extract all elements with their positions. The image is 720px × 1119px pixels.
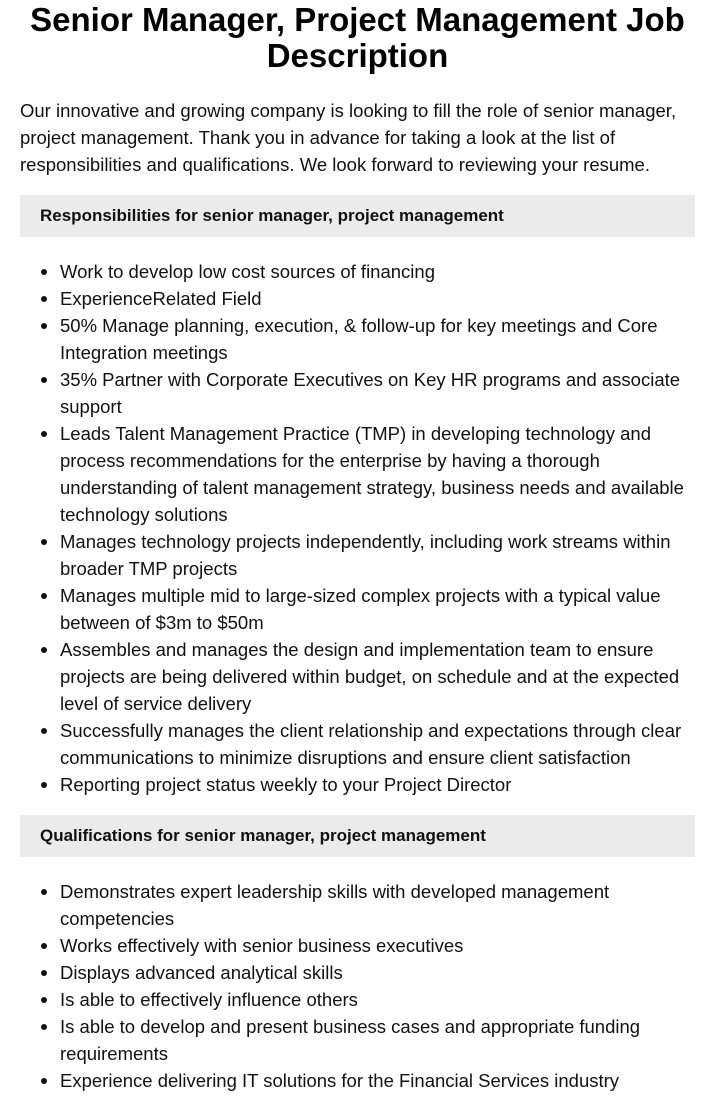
qualifications-heading: Qualifications for senior manager, project management (20, 815, 695, 857)
list-item: Displays advanced analytical skills (60, 959, 695, 986)
list-item: Is able to develop and present business cases and appropriate funding requirements (60, 1013, 695, 1067)
responsibilities-list (20, 258, 695, 798)
list-item: Successfully manages the client relationship and expectations through clear communications to minimize disruptions and ensure client satisfaction (60, 717, 695, 771)
list-item: 35% Partner with Corporate Executives on Key HR programs and associate support (60, 366, 695, 420)
intro-paragraph: Our innovative and growing company is looking to fill the role of senior manager, project management. Thank you in advance for taking a look at the list of responsibilities and qualifications. We look forward to reviewing your resume. (20, 100, 677, 175)
list-item: Assembles and manages the design and implementation team to ensure projects are being delivered within budget, on schedule and at the expected level of service delivery (60, 636, 695, 717)
list-item: Reporting project status weekly to your Project Director (60, 771, 695, 798)
page-title: Senior Manager, Project Management Job Description (30, 1, 685, 74)
list-item: Manages technology projects independently, including work streams within broader TMP projects (60, 528, 695, 582)
list-item: Is able to effectively influence others (60, 986, 695, 1013)
list-item: Experience delivering IT solutions for the Financial Services industry (60, 1067, 695, 1094)
qualifications-list (20, 878, 695, 1094)
responsibilities-heading: Responsibilities for senior manager, project management (20, 195, 695, 237)
list-item: 50% Manage planning, execution, & follow-up for key meetings and Core Integration meetings (60, 312, 695, 366)
list-item: Manages multiple mid to large-sized complex projects with a typical value between of $3m to $50m (60, 582, 695, 636)
list-item: ExperienceRelated Field (60, 285, 695, 312)
list-item: Work to develop low cost sources of financing (60, 258, 695, 285)
list-item: Works effectively with senior business executives (60, 932, 695, 959)
list-item: Demonstrates expert leadership skills with developed management competencies (60, 878, 695, 932)
list-item: Leads Talent Management Practice (TMP) in developing technology and process recommendations for the enterprise by having a thorough understanding of talent management strategy, business needs and available technology solutions (60, 420, 695, 528)
